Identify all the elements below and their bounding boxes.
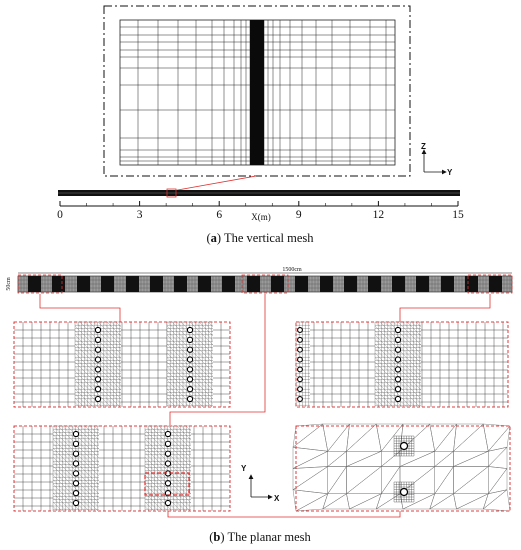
caption-a-letter: a bbox=[210, 231, 217, 245]
planar-mesh-strip bbox=[18, 275, 512, 293]
caption-b: (b) The planar mesh bbox=[209, 530, 311, 544]
x-tick-label: 12 bbox=[372, 209, 385, 221]
caption-a-text: The vertical mesh bbox=[223, 231, 314, 245]
vertical-mesh-detail bbox=[120, 20, 395, 165]
z-axis-label: Z bbox=[421, 142, 426, 151]
caption-b-letter: b bbox=[213, 530, 221, 544]
vertical-orientation-axes bbox=[421, 142, 453, 177]
width-dimension-label: 50cm bbox=[6, 277, 12, 291]
x-tick-label: 9 bbox=[295, 209, 302, 221]
planar-detail-panel-4 bbox=[293, 424, 510, 511]
planar-detail-panel-1 bbox=[14, 322, 230, 407]
x-tick-label: 3 bbox=[136, 209, 143, 221]
x-axis-title: X(m) bbox=[251, 212, 271, 222]
planar-detail-panel-3 bbox=[14, 426, 230, 511]
vertical-mesh-strip bbox=[58, 189, 460, 197]
y-axis-label-top: Y bbox=[447, 168, 453, 177]
planar-orientation-axes bbox=[241, 464, 280, 503]
y-axis-label-bottom: Y bbox=[241, 464, 247, 473]
x-tick-label: 15 bbox=[452, 209, 464, 221]
planar-detail-panel-2 bbox=[296, 322, 508, 407]
x-axis-label-bottom: X bbox=[274, 494, 280, 503]
caption-a: (a) The vertical mesh bbox=[206, 231, 314, 245]
zoom-connector bbox=[172, 176, 256, 191]
x-tick-label: 6 bbox=[216, 209, 223, 221]
x-axis bbox=[57, 201, 464, 222]
caption-b-text: The planar mesh bbox=[227, 530, 311, 544]
x-tick-label: 0 bbox=[57, 209, 63, 221]
length-dimension-label: 1500cm bbox=[282, 267, 302, 273]
